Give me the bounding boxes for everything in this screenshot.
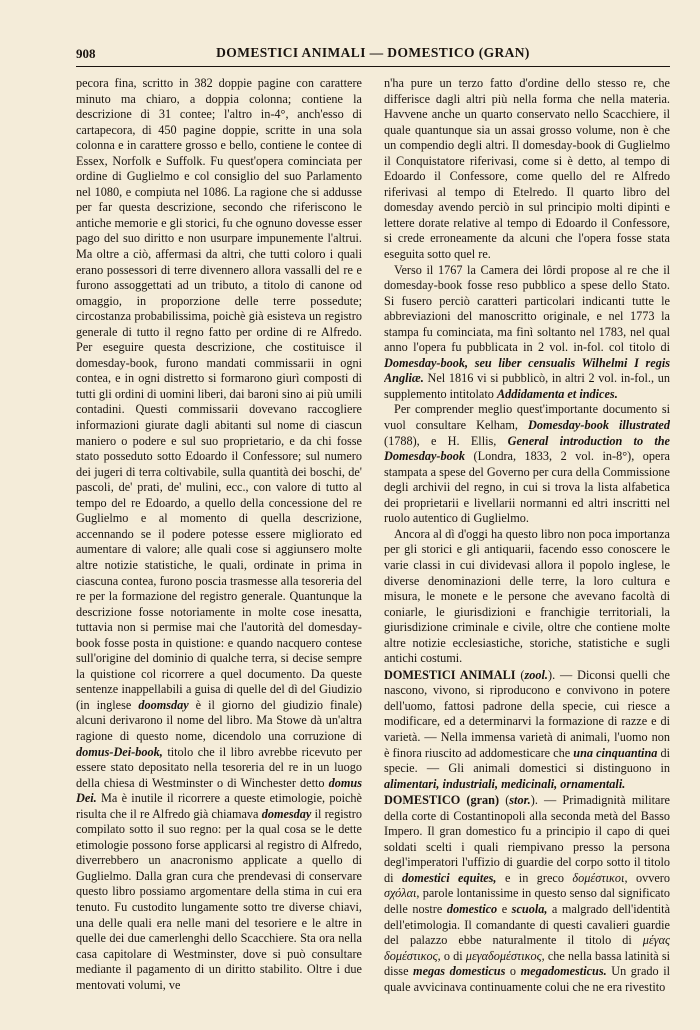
greek-term: μέγας δομέστικος, bbox=[384, 933, 670, 963]
entry-headword: DOMESTICI ANIMALI bbox=[384, 667, 516, 682]
italic-term: Domesday-book, seu liber censualis Wilhelmi I regis Angliæ. bbox=[384, 355, 670, 386]
paragraph: n'ha pure un terzo fatto d'ordine dello stesso re, che differisce dagli altri più nella forma che nella materia. Havvene anche un quarto conservato nello Scacchiere, il quale quantunque sia un assai grosso volume, non è che un compendio degli altri. Il domesday-book di Guglielmo il Conquistatore riferivasi, come si è detto, al tempo di Edoardo il Confessore, come quello del re Alfredo riferivasi al tempo di Etelredo. Il quarto libro del domesday avendo perciò in sul principio molti dipinti e lettere dorate relative al tempo di Edoardo il Confessore, si crede erroneamente da alcuni che l'opera fosse stata eseguita sotto quel re. bbox=[384, 76, 670, 262]
italic-term: scuola, bbox=[511, 901, 548, 916]
italic-term: domus Dei. bbox=[76, 775, 362, 806]
text-run: ( bbox=[499, 793, 510, 808]
italic-term: domesday bbox=[261, 806, 312, 821]
text-run: di specie. — Gli animali domestici si distinguono in bbox=[384, 745, 670, 776]
italic-term: megas domesticus bbox=[413, 964, 506, 979]
text-columns bbox=[76, 76, 670, 994]
entry-label: stor. bbox=[509, 793, 531, 808]
text-run: o di bbox=[440, 948, 466, 963]
entry-headword: DOMESTICO bbox=[384, 793, 461, 808]
italic-term: domestici equites, bbox=[401, 870, 497, 885]
paragraph bbox=[384, 402, 670, 526]
page-header bbox=[76, 44, 670, 67]
italic-term: Domesday-book illustrated bbox=[527, 418, 670, 433]
text-run: è il giorno del giudizio finale) alcuni derivarono il nome del libro. Ma Stowe dà un'altra ragione di questo nome, dicendolo una corruzione di bbox=[76, 697, 362, 743]
text-run: Per comprender meglio quest'importante documento si vuol consultare Kelham, bbox=[384, 402, 670, 433]
greek-term: μεγαδομέστικος, bbox=[465, 948, 545, 963]
italic-term: General introduction to the Domesday-book bbox=[384, 433, 670, 464]
text-run: parole lontanissime in questo senso dal significato delle nostre bbox=[384, 886, 670, 916]
text-run: e bbox=[497, 901, 512, 916]
italic-term: Addidamenta et indices. bbox=[496, 386, 618, 401]
dictionary-entry bbox=[384, 793, 670, 994]
text-run: a malgrado dell'identità dell'etimologia. Il comandante di questi cavalieri guardie del palazzo ebbe naturalmente il titolo di bbox=[384, 901, 670, 948]
text-run: ( bbox=[515, 667, 525, 682]
entry-headword-qualifier: (gran) bbox=[460, 793, 500, 808]
text-run: che nella bassa latinità si disse bbox=[384, 948, 670, 979]
text-run: Un grado il quale avvicinava continuamente colui che ne era rivestito bbox=[384, 964, 670, 994]
text-run: Nel 1816 vi si pubblicò, in altri 2 vol. in-fol., un supplemento intitolato bbox=[384, 371, 670, 401]
italic-term: megadomesticus. bbox=[520, 964, 607, 979]
page-number: 908 bbox=[76, 46, 96, 61]
paragraph bbox=[76, 76, 362, 993]
text-run: il registro compilato sotto il suo regno: per la qual cosa se le dette etimologie possono forse applicarsi al registro di Alfredo, diverrebbero un anacronismo applicate a quello di Guglielmo. Dalla gran cura che prendevasi di conservare questo libro possiamo argomentare della stima in cui era tenuto. Fu custodito lungamente sotto tre diverse chiavi, una delle quali era nelle mani del tesoriere e le altre in quelle dei due camerlenghi dello Scacchiere. Sta ora nella casa capitolare di Westminster, dove si può consultare mediante il pagamento di un diritto stabilito. Oltre i due mentovati volumi, ve bbox=[76, 806, 362, 992]
running-head: DOMESTICI ANIMALI — DOMESTICO (GRAN) bbox=[216, 45, 530, 60]
italic-term: domus-Dei-book, bbox=[76, 744, 163, 759]
text-run: e in greco bbox=[496, 870, 573, 885]
greek-term: σχόλαι, bbox=[384, 886, 420, 901]
entry-label: zool. bbox=[524, 667, 548, 682]
text-run: (1788), e H. Ellis, bbox=[384, 433, 508, 448]
italic-term: alimentari, industriali, medicinali, ornamentali. bbox=[384, 776, 626, 791]
italic-term: doomsday bbox=[138, 697, 189, 712]
italic-term: una cinquantina bbox=[573, 745, 658, 760]
text-run: ). — Primadignità militare della corte di Costantinopoli alla seconda metà del Basso Impero. Il gran domestico fu a principio il capo di quei soldati scelti i quali riempivano presso la persona degl'imperatori l'uffizio di guardie del corpo sotto il titolo di bbox=[384, 793, 670, 885]
text-run: (Londra, 1833, 2 vol. in-8°), opera stampata a spese del Governo per cura della Commissione degli archivii del regno, in cui si trova la lista alfabetica dei proprietarii e livellarii normanni ed altri inscritti nel ruolo autentico di Guglielmo. bbox=[384, 449, 670, 526]
text-run: ovvero bbox=[627, 870, 670, 885]
text-run: ). — Diconsi quelli che nascono, vivono, si riproducono e convivono in potere dell'uomo, fattosi padrone della specie, cui riesce a modificare, ed a determinarvi la formazione di razze e di varietà. — Nella immensa varietà di animali, l'uomo non è finora riuscito ad addomesticare che bbox=[384, 667, 670, 760]
left-column bbox=[76, 76, 362, 994]
paragraph: Ancora al dì d'oggi ha questo libro non poca importanza per gli storici e gli antiquarii, facendo esso conoscere le varie classi in cui dividevasi allora il popolo inglese, le diverse denominazioni delle terre, la loro cultura e misura, le monete e le persone che avevano facoltà di coniarle, le giurisdizioni e franchigie territoriali, la giurisdizione criminale e civile, oltre che contiene molte altre notizie ecclesiastiche, storiche, statistiche e sugli antichi costumi. bbox=[384, 526, 670, 666]
text-run: Verso il 1767 la Camera dei lôrdi propose al re che il domesday-book fosse reso pubblico a spese dello Stato. Si fusero perciò caratteri particolari indicanti tutte le abbreviazioni del manoscritto originale, e nel 1773 la stampa fu cominciata, ma finì soltanto nel 1783, nel qual anno l'opera fu pubblicata in 2 vol. in-fol. col titolo di bbox=[384, 262, 670, 355]
text-run: titolo che il libro avrebbe ricevuto per essere stato depositato nella tesoreria del re in un luogo della chiesa di Westminster o di Winchester detto bbox=[76, 744, 362, 790]
paragraph bbox=[384, 263, 670, 403]
right-column bbox=[384, 76, 670, 994]
italic-term: domestico bbox=[446, 901, 498, 916]
text-run: o bbox=[505, 964, 521, 979]
text-run: pecora fina, scritto in 382 doppie pagine con carattere minuto ma chiaro, a doppia colonna; contiene la descrizione di 31 contee; l'altro in-4°, anch'esso di cartapecora, di 450 pagine doppie, scritte in una sola colonna e in carattere grosso e bello, contiene le contee di Essex, Norfolk e Suffolk. Fu quest'opera cominciata per ordine di Guglielmo e col consiglio del suo Parlamento nel 1080, e compiuta nel 1086. La ragione che si addusse per far questa descrizione, secondo che riferiscono le antiche memorie e gli storici, fu che ognuno dovesse esser pago del suo diritto e non usurpare impunemente l'altrui. Ma oltre a ciò, affermasi da altri, che tutti coloro i quali erano possessori di terre divennero allora vassalli del re e furono assoggettati ad un tributo, a titolo di canone od omaggio, in proporzione delle terre possedute; circostanza probabilissima, poichè già esisteva un registro generale di tutto il regno fatto per ordine di re Alfredo. Per eseguire questa descrizione, che costituisce il domesday-book, furono mandati commissarii in ogni contea, e in ogni distretto si formarono giurì composti di tutti gli ordini di uomini liberi, dai baroni sino ai più umili contadini. Questi commissarii dovevano raccogliere informazioni giurate dagli abitanti sul nome di ciascun maniero o podere e sul suo proprietario, e da chi fosse stato posseduto sotto Edoardo il Confessore; sul numero dei jugeri di terra coltivabile, sulla quantità dei boschi, de' pascoli, de' prati, de' mulini, ecc., con valore di tutto al tempo del re Edoardo, a quello della concessione del re Guglielmo e al momento di quella descrizione, accennando se il podere potesse essere migliorato ed aumentare di valore; alle quali cose si aggiunsero molte altre notizie statistiche, le quali, ordinate in prima in ciascuna contea, furono poscia trasmesse alla tesoreria del re per la formazione del registro generale. Quantunque la descrizione fosse notoriamente in molte cose inesatta, tuttavia non si permise mai che l'autorità del domesday-book fosse posta in quistione: e quando nacquero contese sull'origine del dominio di qualche terra, si decise sempre la quistione col ricorrere a quel documento. Da queste sentenze inappellabili a guisa di quelle del dì del Giudizio (in inglese bbox=[76, 76, 362, 712]
greek-term: δομέστικοι, bbox=[572, 870, 628, 885]
dictionary-entry bbox=[384, 668, 670, 792]
text-run: Ma è inutile il ricorrere a queste etimologie, poichè risulta che il re Alfredo già chiamava bbox=[76, 791, 362, 821]
